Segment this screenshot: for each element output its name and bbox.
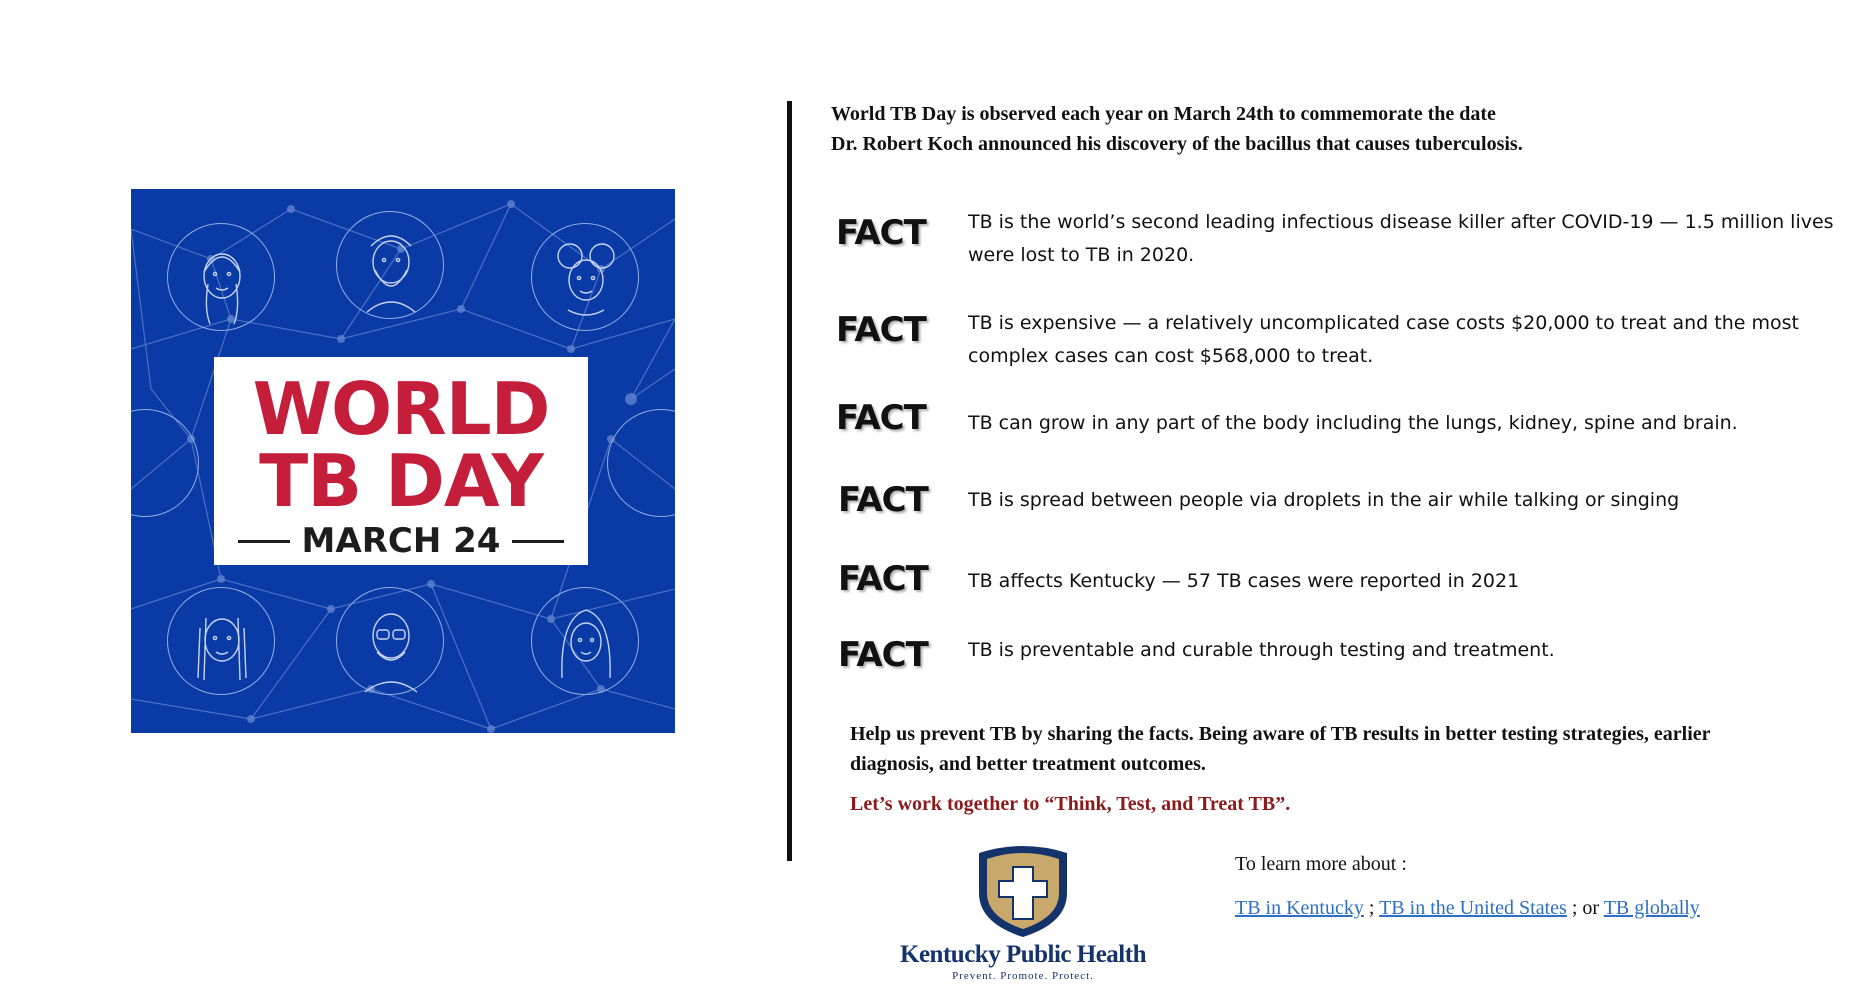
shield-icon: [885, 845, 1161, 941]
intro-text: [831, 99, 1791, 159]
fact-label: FACT: [838, 559, 928, 599]
fact-text: TB is preventable and curable through testing and treatment.: [968, 639, 1555, 661]
fact-label: FACT: [836, 213, 926, 253]
intro-line: World TB Day is observed each year on March 24th to commemorate the date: [831, 103, 1496, 125]
poster-title-line1: WORLD: [252, 367, 550, 451]
portrait-icon: [336, 587, 444, 695]
link-tb-globally[interactable]: TB globally: [1603, 897, 1700, 919]
fact-text: TB is spread between people via droplets in the air while talking or singing: [968, 489, 1680, 511]
divider: [512, 540, 564, 543]
fact-label: FACT: [838, 635, 928, 675]
call-to-action: Let’s work together to “Think, Test, and Treat TB”.: [850, 793, 1291, 815]
fact-text: TB is expensive — a relatively uncomplicated case costs $20,000 to treat and the most complex cases can cost $568,000 to treat.: [968, 312, 1799, 367]
fact-label: FACT: [836, 398, 926, 438]
portrait-icon: [167, 223, 275, 331]
portrait-icon: [531, 223, 639, 331]
poster-date-text: MARCH 24: [301, 521, 501, 561]
portrait-icon: [167, 587, 275, 695]
poster-date: [214, 521, 588, 561]
portrait-icon: [336, 211, 444, 319]
logo-tagline: Prevent. Promote. Protect.: [952, 970, 1094, 982]
vertical-divider: [787, 101, 792, 861]
poster-title-line2: TB DAY: [259, 439, 543, 523]
link-tb-in-united-states[interactable]: TB in the United States: [1379, 897, 1567, 919]
learn-more-links: [1235, 897, 1700, 920]
link-separator: ;: [1363, 897, 1380, 919]
fact-label: FACT: [838, 480, 928, 520]
logo-name: Kentucky Public Health: [900, 941, 1146, 968]
help-text: Help us prevent TB by sharing the facts. Being aware of TB results in better testing strategies, earlier diagnosis, and better treatment outcomes.: [850, 723, 1711, 775]
fact-label: FACT: [836, 310, 926, 350]
portrait-icon: [531, 587, 639, 695]
link-tb-in-kentucky[interactable]: TB in Kentucky: [1235, 897, 1364, 919]
divider: [238, 540, 290, 543]
fact-text: TB can grow in any part of the body including the lungs, kidney, spine and brain.: [968, 412, 1738, 434]
fact-text: TB is the world’s second leading infectious disease killer after COVID-19 — 1.5 million lives were lost to TB in 2020.: [968, 211, 1834, 266]
intro-line: Dr. Robert Koch announced his discovery of the bacillus that causes tuberculosis.: [831, 133, 1523, 155]
poster-title-card: [214, 357, 588, 565]
learn-more-label: To learn more about :: [1235, 853, 1407, 875]
world-tb-day-poster: [131, 189, 675, 733]
link-separator: ; or: [1566, 897, 1604, 919]
kentucky-public-health-logo: [885, 845, 1161, 985]
fact-text: TB affects Kentucky — 57 TB cases were reported in 2021: [968, 570, 1520, 592]
